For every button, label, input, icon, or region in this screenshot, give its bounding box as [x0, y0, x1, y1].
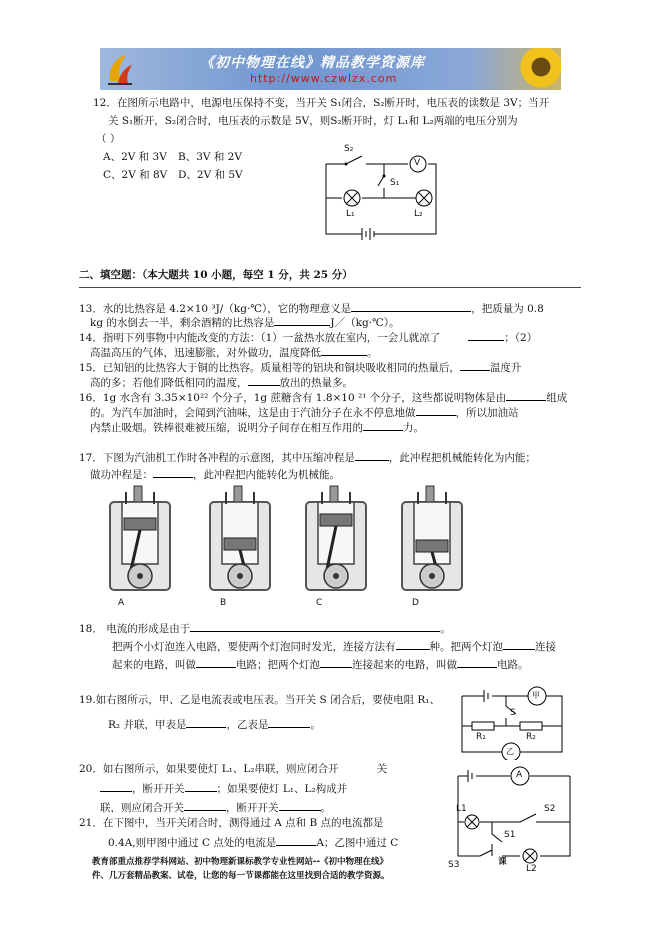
engine-diagram-1 [210, 486, 270, 590]
q12-opt-b: B、3V 和 2V [178, 151, 242, 163]
q12-fig-s2: S₂ [344, 144, 354, 154]
q20-line3: 联，则应闭合开关 ，断开开关 。 [100, 799, 331, 816]
engine-diagram-2 [306, 486, 366, 590]
sunflower-icon [518, 48, 561, 90]
logo-icon [106, 51, 134, 87]
q12-line1: 12．在图所示电路中，电源电压保持不变，当开关 S₁闭合，S₂断开时，电压表的读数是 3V；当开 [93, 97, 550, 109]
q21-line2: 0.4A,则甲图中通过 C 点处的电流是 A；乙图中通过 C [108, 834, 398, 851]
q20-fig-a: A [516, 770, 523, 780]
q17-label-c: C [316, 598, 323, 608]
q19-line2: R₂ 并联，甲表是 ，乙表是 。 [108, 716, 321, 733]
q18-line3: 起来的电路，叫做 电路；把两个灯泡 连接起来的电路，叫做 电路。 [112, 656, 529, 673]
q13-line1: 13．水的比热容是 4.2×10 ³J/（kg·℃），它的物理意义是 ，把质量为 0.8 [79, 300, 544, 317]
q12-fig-l1: L₁ [346, 209, 355, 219]
q12-opt-d: D、2V 和 5V [178, 169, 243, 181]
q14-line1: 14．指明下列事物中内能改变的方法：（1）一盆热水放在室内，一会儿就凉了 ；（2） [79, 329, 537, 346]
q19-fig-s: S [510, 708, 516, 718]
q21-line1: 21．在下图中，当开关闭合时，测得通过 A 点和 B 点的电流都是 [79, 817, 384, 829]
footer-line2: 件、几万套精品教案、试卷，让您的每一节课都能在这里找到合适的教学资源。 [92, 871, 390, 881]
q19-fig-r1: R₁ [476, 732, 486, 742]
engine-diagram-3 [402, 486, 462, 590]
q19-fig-r2: R₂ [526, 732, 536, 742]
q20-fig-s1: S1 [504, 830, 516, 840]
q15-line2: 高的多；若他们降低相同的温度， 放出的热量多。 [90, 374, 353, 391]
q12-fig-l2: L₂ [414, 209, 423, 219]
section-divider [79, 287, 581, 288]
q20-fig-s2: S2 [544, 804, 556, 814]
q18-line2: 把两个小灯泡连入电路，要使两个灯泡同时发光，连接方法有 种。把两个灯泡 连接 [112, 638, 556, 655]
q20-fig-s3: S3 [448, 860, 460, 870]
q12-circuit-figure [318, 146, 448, 246]
q20-fig-l2: L2 [526, 864, 537, 874]
q12-fig-s1: S₁ [390, 178, 400, 188]
q17-label-b: B [220, 598, 227, 608]
q14-line2: 高温高压的气体，迅速膨胀，对外做功，温度降低 。 [90, 344, 378, 361]
banner-url[interactable]: http://www.czwlzx.com [250, 72, 398, 85]
header-banner [100, 48, 561, 90]
q17-line1: 17．下图为汽油机工作时各冲程的示意图，其中压缩冲程是 ，此冲程把机械能转化为内能； [79, 449, 536, 466]
q16-line3: 内禁止吸烟。铁棒很难被压缩，说明分子间存在相互作用的 力。 [90, 419, 424, 436]
q12-fig-v: V [414, 158, 421, 168]
q19-line1: 19.如右图所示，甲、乙是电流表或电压表。当开关 S 闭合后，要使电阻 R₁、 [79, 694, 441, 706]
footer-line1: 教育部重点推荐学科网站、初中物理新课标教学专业性网站--《初中物理在线》 课 [92, 857, 507, 867]
q16-line1: 16．1g 水含有 3.35×10²² 个分子，1g 蔗糖含有 1.8×10 ²¹ 个分子，这些都说明物体是由 组成 [79, 389, 567, 406]
engine-diagram-0 [110, 486, 170, 590]
q19-circuit-figure [458, 684, 570, 760]
q17-line2: 做功冲程是： ，此冲程把内能转化为机械能。 [90, 466, 340, 483]
q18-line1: 18． 电流的形成是由于 。 [79, 620, 451, 637]
q17-label-d: D [412, 598, 419, 608]
q12-opt-a: A、2V 和 3V [103, 151, 167, 163]
q20-line1: 20．如右图所示，如果要使灯 L₁、L₂串联，则应闭合开 关 [79, 763, 388, 775]
q12-line2: 关 S₁断开，S₂闭合时，电压表的示数是 5V，则S₂断开时，灯 L₁和 L₂两端的电压分别为 [108, 115, 518, 127]
q12-paren: （ ） [96, 133, 121, 145]
q12-opt-c: C、2V 和 8V [103, 169, 168, 181]
q20-fig-l1: L1 [456, 804, 467, 814]
q15-line1: 15．已知铝的比热容大于铜的比热容。质量相等的铝块和铜块吸收相同的热量后， 温度升 [79, 359, 521, 376]
q17-label-a: A [118, 598, 125, 608]
banner-title: 《初中物理在线》精品教学资源库 [200, 55, 425, 71]
q13-line2: kg 的水倒去一半，剩余酒精的比热容是 J／（kg·℃）。 [90, 314, 400, 331]
q19-fig-jia: 甲 [532, 691, 540, 700]
q20-line2: ，断开开关 ；如果要使灯 L₁、L₂构成并 [100, 780, 347, 797]
q17-engine-figure [104, 484, 464, 616]
section-title-fill-in: 二、填空题：（本大题共 10 小题，每空 1 分，共 25 分） [79, 269, 353, 281]
q19-fig-yi: 乙 [506, 747, 514, 756]
q16-line2: 的。为汽车加油时，会闻到汽油味，这是由于汽油分子在永不停息地做 ，所以加油站 [90, 404, 519, 421]
